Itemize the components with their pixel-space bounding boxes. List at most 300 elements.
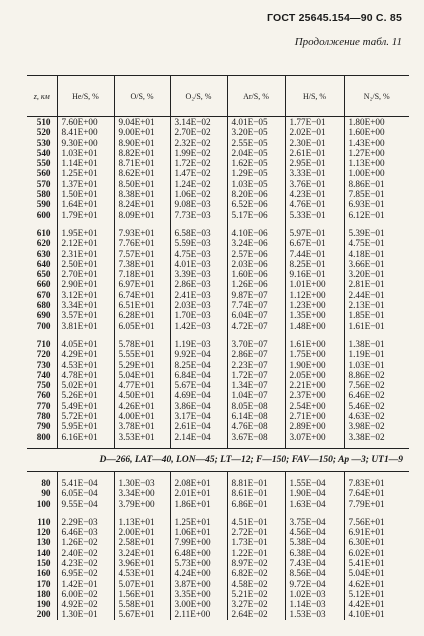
col-o-cell: 1.56E+01 (114, 589, 170, 599)
col-h-cell: 2.95E−01 (285, 158, 344, 168)
col-ar-cell: 4.76E−08 (227, 421, 285, 431)
col-o2-cell: 3.00E+00 (170, 599, 227, 609)
col-o2-cell: 1.19E−03 (170, 339, 227, 349)
col-n2-cell: 1.27E+00 (344, 148, 409, 158)
col-ar-cell: 6.14E−08 (227, 411, 285, 421)
table-row (27, 349, 409, 359)
col-he-cell: 6.05E−04 (57, 488, 114, 498)
col-altitude-cell: 160 (36, 568, 51, 579)
table-row (27, 370, 409, 380)
col-he-cell: 1.14E+01 (57, 158, 114, 168)
col-altitude-cell: 540 (36, 147, 51, 158)
col-o-cell: 4.50E+01 (114, 390, 170, 400)
table-row (27, 158, 409, 168)
col-he-cell: 2.31E+01 (57, 249, 114, 259)
col-he-cell: 1.95E+01 (57, 228, 114, 238)
col-h-cell: 7.44E−01 (285, 249, 344, 259)
col-he-cell: 4.29E+01 (57, 349, 114, 359)
col-he-cell: 1.26E−02 (57, 537, 114, 547)
col-ar-cell: 1.22E−01 (227, 548, 285, 558)
col-he-cell: 5.02E+01 (57, 380, 114, 390)
col-altitude-cell: 560 (36, 168, 51, 179)
col-altitude-cell: 100 (36, 498, 51, 509)
col-ar-cell: 1.03E−05 (227, 179, 285, 189)
col-ar-cell: 3.24E−06 (227, 238, 285, 248)
col-he-cell: 6.95E−02 (57, 568, 114, 578)
col-o2-header: O₂/S, % (170, 76, 227, 117)
col-n2-cell: 7.56E+01 (344, 517, 409, 527)
col-o2-cell: 3.86E−04 (170, 401, 227, 411)
col-n2-cell: 3.38E−02 (344, 432, 409, 442)
col-ar-cell: 3.70E−07 (227, 339, 285, 349)
col-ar-cell: 2.03E−06 (227, 259, 285, 269)
table-header-row (27, 76, 409, 117)
col-o2-cell: 1.99E−02 (170, 148, 227, 158)
col-n2-cell: 5.46E−02 (344, 401, 409, 411)
col-n2-cell: 8.86E−02 (344, 370, 409, 380)
col-altitude-cell: 140 (36, 547, 51, 558)
spacer-row (27, 509, 409, 517)
col-h-cell: 1.63E−04 (285, 499, 344, 509)
col-o-cell: 6.97E+01 (114, 279, 170, 289)
col-altitude-cell: 150 (36, 557, 51, 568)
col-ar-cell: 2.04E−05 (227, 148, 285, 158)
col-altitude-cell: 120 (36, 527, 51, 538)
col-he-cell: 1.25E+01 (57, 168, 114, 178)
col-ar-cell: 9.87E−07 (227, 290, 285, 300)
col-ar-cell: 4.10E−06 (227, 228, 285, 238)
col-ar-cell: 1.73E−01 (227, 537, 285, 547)
col-altitude-cell: 640 (36, 258, 51, 269)
col-ar-cell: 4.01E−05 (227, 117, 285, 128)
col-o-cell: 9.00E+01 (114, 127, 170, 137)
col-o-cell: 7.57E+01 (114, 249, 170, 259)
table-row (27, 380, 409, 390)
col-n2-cell: 6.91E+01 (344, 527, 409, 537)
col-o2-cell: 5.59E−03 (170, 238, 227, 248)
col-n2-cell: 7.64E+01 (344, 488, 409, 498)
col-o-cell: 5.29E+01 (114, 360, 170, 370)
col-he-cell: 1.30E−01 (57, 609, 114, 619)
col-he-cell: 4.23E−02 (57, 558, 114, 568)
col-n2-cell: 2.44E−01 (344, 290, 409, 300)
col-altitude-cell: 700 (36, 320, 51, 331)
col-o-cell: 5.07E+01 (114, 579, 170, 589)
col-he-cell: 5.41E−04 (57, 478, 114, 488)
col-altitude-cell: 520 (36, 127, 51, 138)
table-row (27, 148, 409, 158)
col-o2-cell: 2.03E−03 (170, 300, 227, 310)
col-o-cell: 3.78E+01 (114, 421, 170, 431)
col-o-cell: 4.00E+01 (114, 411, 170, 421)
table-row (27, 478, 409, 488)
table-row (27, 527, 409, 537)
col-altitude-cell: 610 (36, 227, 51, 238)
col-ar-header: Ar/S, % (227, 76, 285, 117)
col-o-cell: 5.67E+01 (114, 609, 170, 619)
col-o-cell: 6.74E+01 (114, 290, 170, 300)
col-h-cell: 6.38E−04 (285, 548, 344, 558)
col-he-cell: 4.53E+01 (57, 360, 114, 370)
table-row (27, 360, 409, 370)
table-row (27, 537, 409, 547)
col-h-header: H/S, % (285, 76, 344, 117)
col-n2-cell: 1.00E+00 (344, 168, 409, 178)
col-n2-cell: 4.10E+01 (344, 609, 409, 619)
col-h-cell: 9.72E−04 (285, 579, 344, 589)
col-he-cell: 2.50E+01 (57, 259, 114, 269)
table-row (27, 411, 409, 421)
model-conditions: D—266, LAT—40, LON—45; LT—12; F—150; FAV—150; Ap —3; UT1—9 (27, 448, 409, 471)
col-n2-cell: 1.60E+00 (344, 127, 409, 137)
col-he-cell: 2.12E+01 (57, 238, 114, 248)
col-ar-cell: 1.26E−06 (227, 279, 285, 289)
col-o2-cell: 7.73E−03 (170, 210, 227, 220)
col-h-cell: 1.90E−04 (285, 488, 344, 498)
table-row (27, 168, 409, 178)
col-n2-cell: 7.56E−02 (344, 380, 409, 390)
col-n2-cell: 2.81E−01 (344, 279, 409, 289)
col-ar-cell: 3.27E−02 (227, 599, 285, 609)
table-row (27, 290, 409, 300)
table-row (27, 321, 409, 331)
col-o2-cell: 1.42E−03 (170, 321, 227, 331)
table-row (27, 199, 409, 209)
col-altitude-cell: 620 (36, 238, 51, 249)
col-ar-cell: 1.29E−05 (227, 168, 285, 178)
col-he-cell: 3.34E+01 (57, 300, 114, 310)
col-altitude-cell: 600 (36, 209, 51, 220)
col-n2-cell: 2.13E−01 (344, 300, 409, 310)
col-ar-cell: 2.23E−07 (227, 360, 285, 370)
col-ar-cell: 1.72E−07 (227, 370, 285, 380)
col-o-cell: 3.79E+00 (114, 499, 170, 509)
col-h-cell: 4.56E−04 (285, 527, 344, 537)
col-altitude-cell: 780 (36, 411, 51, 422)
table-row (27, 499, 409, 509)
col-n2-cell: 4.18E−01 (344, 249, 409, 259)
col-o-cell: 8.62E+01 (114, 168, 170, 178)
col-n2-cell: 6.93E−01 (344, 199, 409, 209)
col-altitude-cell: 570 (36, 178, 51, 189)
col-o-cell: 7.93E+01 (114, 228, 170, 238)
col-h-cell: 2.61E−01 (285, 148, 344, 158)
col-o-cell: 8.90E+01 (114, 138, 170, 148)
col-h-cell: 1.35E+00 (285, 310, 344, 320)
col-o-cell: 8.24E+01 (114, 199, 170, 209)
col-ar-cell: 4.51E−01 (227, 517, 285, 527)
col-ar-cell: 5.17E−06 (227, 210, 285, 220)
col-h-cell: 5.33E−01 (285, 210, 344, 220)
col-he-cell: 5.72E+01 (57, 411, 114, 421)
col-o-cell: 4.77E+01 (114, 380, 170, 390)
col-h-cell: 9.16E−01 (285, 269, 344, 279)
col-o2-cell: 1.86E+01 (170, 499, 227, 509)
col-ar-cell: 2.72E−01 (227, 527, 285, 537)
col-altitude-cell: 170 (36, 578, 51, 589)
col-o-cell: 3.96E+01 (114, 558, 170, 568)
col-ar-cell: 6.52E−06 (227, 199, 285, 209)
col-o-cell: 4.53E+01 (114, 568, 170, 578)
table-row (27, 259, 409, 269)
col-n2-cell: 4.75E−01 (344, 238, 409, 248)
conditions-row (27, 448, 409, 471)
col-he-cell: 5.95E+01 (57, 421, 114, 431)
col-o-cell: 5.04E+01 (114, 370, 170, 380)
col-ar-cell: 2.86E−07 (227, 349, 285, 359)
table-row (27, 310, 409, 320)
col-h-cell: 2.71E+00 (285, 411, 344, 421)
col-he-cell: 3.81E+01 (57, 321, 114, 331)
col-o2-cell: 2.86E−03 (170, 279, 227, 289)
col-h-cell: 1.02E−03 (285, 589, 344, 599)
col-n2-cell: 1.38E−01 (344, 339, 409, 349)
table-row (27, 568, 409, 578)
col-o-cell: 7.18E+01 (114, 269, 170, 279)
col-n2-cell: 6.02E+01 (344, 548, 409, 558)
col-altitude-cell: 800 (36, 431, 51, 442)
col-ar-cell: 8.05E−08 (227, 401, 285, 411)
spacer-row (27, 331, 409, 339)
col-ar-cell: 2.64E−02 (227, 609, 285, 619)
col-h-cell: 1.48E+00 (285, 321, 344, 331)
col-he-cell: 1.50E+01 (57, 189, 114, 199)
col-altitude-cell: 680 (36, 300, 51, 311)
col-h-cell: 4.23E−01 (285, 189, 344, 199)
col-n2-cell: 1.43E+00 (344, 138, 409, 148)
table-row (27, 210, 409, 220)
col-n2-cell: 1.13E+00 (344, 158, 409, 168)
col-n2-cell: 3.66E−01 (344, 259, 409, 269)
col-h-cell: 1.90E+00 (285, 360, 344, 370)
col-he-cell: 7.60E+00 (57, 117, 114, 128)
col-he-cell: 4.05E+01 (57, 339, 114, 349)
col-o-cell: 6.51E+01 (114, 300, 170, 310)
col-h-cell: 3.75E−04 (285, 517, 344, 527)
col-altitude-cell: 80 (41, 477, 51, 488)
col-o-cell: 8.71E+01 (114, 158, 170, 168)
col-n2-cell: 3.98E−02 (344, 421, 409, 431)
col-altitude-cell: 590 (36, 199, 51, 210)
col-o-cell: 8.09E+01 (114, 210, 170, 220)
table-row (27, 339, 409, 349)
col-n2-cell: 7.85E−01 (344, 189, 409, 199)
col-ar-cell: 8.61E−01 (227, 488, 285, 498)
col-ar-cell: 4.72E−07 (227, 321, 285, 331)
col-n2-cell: 1.85E−01 (344, 310, 409, 320)
col-h-cell: 2.89E+00 (285, 421, 344, 431)
col-h-cell: 1.55E−04 (285, 478, 344, 488)
col-he-cell: 5.49E+01 (57, 401, 114, 411)
col-he-cell: 6.00E−02 (57, 589, 114, 599)
col-o-header: O/S, % (114, 76, 170, 117)
col-o-cell: 2.58E+01 (114, 537, 170, 547)
col-altitude-cell: 770 (36, 400, 51, 411)
col-o2-cell: 4.75E−03 (170, 249, 227, 259)
col-o-cell: 3.53E+01 (114, 432, 170, 442)
col-o2-cell: 1.06E−02 (170, 189, 227, 199)
col-o2-cell: 1.24E−02 (170, 179, 227, 189)
col-ar-cell: 2.55E−05 (227, 138, 285, 148)
col-o-cell: 8.82E+01 (114, 148, 170, 158)
table-row (27, 401, 409, 411)
col-o2-cell: 6.58E−03 (170, 228, 227, 238)
col-he-cell: 3.12E+01 (57, 290, 114, 300)
col-o-cell: 3.34E+00 (114, 488, 170, 498)
col-altitude-cell: 710 (36, 338, 51, 349)
col-o2-cell: 2.11E+00 (170, 609, 227, 619)
col-ar-cell: 6.86E−01 (227, 499, 285, 509)
col-h-cell: 5.97E−01 (285, 228, 344, 238)
table-row (27, 589, 409, 599)
table-row (27, 138, 409, 148)
col-altitude-header: z, км (27, 76, 57, 117)
col-o-cell: 9.04E+01 (114, 117, 170, 128)
table-row (27, 238, 409, 248)
col-he-cell: 6.16E+01 (57, 432, 114, 442)
table-continuation-caption: Продолжение табл. 11 (294, 36, 402, 48)
col-he-cell: 1.79E+01 (57, 210, 114, 220)
col-o2-cell: 4.69E−04 (170, 390, 227, 400)
col-o-cell: 6.28E+01 (114, 310, 170, 320)
table-row (27, 488, 409, 498)
col-n2-cell: 5.04E+01 (344, 568, 409, 578)
table-row (27, 117, 409, 128)
col-ar-cell: 8.97E−02 (227, 558, 285, 568)
col-ar-cell: 1.60E−06 (227, 269, 285, 279)
table-row (27, 609, 409, 619)
col-o2-cell: 8.25E−04 (170, 360, 227, 370)
col-o2-cell: 5.73E+00 (170, 558, 227, 568)
col-o-cell: 7.38E+01 (114, 259, 170, 269)
table-row (27, 300, 409, 310)
col-n2-cell: 4.62E+01 (344, 579, 409, 589)
col-h-cell: 1.01E+00 (285, 279, 344, 289)
col-o2-cell: 2.70E−02 (170, 127, 227, 137)
col-altitude-cell: 760 (36, 390, 51, 401)
col-n2-cell: 8.86E−01 (344, 179, 409, 189)
col-o2-cell: 4.24E+00 (170, 568, 227, 578)
col-he-cell: 1.37E+01 (57, 179, 114, 189)
col-altitude-cell: 690 (36, 310, 51, 321)
col-n2-cell: 4.63E−02 (344, 411, 409, 421)
col-o2-cell: 1.70E−03 (170, 310, 227, 320)
col-he-cell: 1.64E+01 (57, 199, 114, 209)
col-n2-cell: 5.41E+01 (344, 558, 409, 568)
col-he-cell: 9.30E+00 (57, 138, 114, 148)
col-altitude-cell: 510 (36, 117, 51, 127)
col-o2-cell: 3.39E−03 (170, 269, 227, 279)
col-h-cell: 3.76E−01 (285, 179, 344, 189)
col-o-cell: 5.58E+01 (114, 599, 170, 609)
col-o-cell: 1.13E+01 (114, 517, 170, 527)
col-n2-header: N₂/S, % (344, 76, 409, 117)
col-altitude-cell: 580 (36, 189, 51, 200)
col-h-cell: 3.07E+00 (285, 432, 344, 442)
col-o-cell: 5.78E+01 (114, 339, 170, 349)
col-ar-cell: 4.58E−02 (227, 579, 285, 589)
col-he-header: He/S, % (57, 76, 114, 117)
col-h-cell: 2.54E+00 (285, 401, 344, 411)
col-he-cell: 4.92E−02 (57, 599, 114, 609)
col-n2-cell: 6.46E−02 (344, 390, 409, 400)
col-o-cell: 8.50E+01 (114, 179, 170, 189)
col-o2-cell: 2.41E−03 (170, 290, 227, 300)
col-altitude-cell: 130 (36, 537, 51, 548)
col-n2-cell: 1.61E−01 (344, 321, 409, 331)
col-o-cell: 8.38E+01 (114, 189, 170, 199)
col-ar-cell: 1.34E−07 (227, 380, 285, 390)
col-h-cell: 1.23E+00 (285, 300, 344, 310)
col-he-cell: 4.78E+01 (57, 370, 114, 380)
col-o2-cell: 2.01E+01 (170, 488, 227, 498)
col-o2-cell: 3.14E−02 (170, 117, 227, 128)
col-o2-cell: 1.72E−02 (170, 158, 227, 168)
col-h-cell: 3.33E−01 (285, 168, 344, 178)
table-row (27, 279, 409, 289)
col-o2-cell: 2.32E−02 (170, 138, 227, 148)
col-ar-cell: 6.82E−02 (227, 568, 285, 578)
col-o-cell: 4.26E+01 (114, 401, 170, 411)
col-o2-cell: 1.25E+01 (170, 517, 227, 527)
col-ar-cell: 3.20E−05 (227, 127, 285, 137)
col-h-cell: 6.67E−01 (285, 238, 344, 248)
col-n2-cell: 4.42E+01 (344, 599, 409, 609)
col-he-cell: 3.57E+01 (57, 310, 114, 320)
col-altitude-cell: 720 (36, 349, 51, 360)
col-n2-cell: 7.79E+01 (344, 499, 409, 509)
col-h-cell: 1.14E−03 (285, 599, 344, 609)
col-h-cell: 1.77E−01 (285, 117, 344, 128)
col-altitude-cell: 730 (36, 359, 51, 370)
col-altitude-cell: 750 (36, 380, 51, 391)
col-he-cell: 2.29E−03 (57, 517, 114, 527)
col-he-cell: 5.26E+01 (57, 390, 114, 400)
col-h-cell: 5.38E−04 (285, 537, 344, 547)
col-h-cell: 4.76E−01 (285, 199, 344, 209)
table-row (27, 390, 409, 400)
col-altitude-cell: 550 (36, 158, 51, 169)
col-o2-cell: 6.84E−04 (170, 370, 227, 380)
col-he-cell: 1.03E+01 (57, 148, 114, 158)
col-altitude-cell: 180 (36, 588, 51, 599)
col-o-cell: 6.05E+01 (114, 321, 170, 331)
col-n2-cell: 6.30E+01 (344, 537, 409, 547)
col-h-cell: 2.02E−01 (285, 127, 344, 137)
col-altitude-cell: 110 (37, 516, 51, 527)
col-altitude-cell: 660 (36, 279, 51, 290)
col-o2-cell: 9.08E−03 (170, 199, 227, 209)
col-o-cell: 3.24E+01 (114, 548, 170, 558)
col-ar-cell: 1.62E−05 (227, 158, 285, 168)
col-o2-cell: 2.08E+01 (170, 478, 227, 488)
col-ar-cell: 8.20E−06 (227, 189, 285, 199)
col-o-cell: 7.76E+01 (114, 238, 170, 248)
col-n2-cell: 7.83E+01 (344, 478, 409, 488)
col-n2-cell: 6.12E−01 (344, 210, 409, 220)
col-o2-cell: 3.87E+00 (170, 579, 227, 589)
col-h-cell: 1.12E+00 (285, 290, 344, 300)
col-o-cell: 1.30E−03 (114, 478, 170, 488)
col-he-cell: 8.41E+00 (57, 127, 114, 137)
col-altitude-cell: 90 (41, 488, 51, 499)
col-altitude-cell: 530 (36, 137, 51, 148)
col-o2-cell: 1.47E−02 (170, 168, 227, 178)
col-n2-cell: 5.12E+01 (344, 589, 409, 599)
col-o2-cell: 2.14E−04 (170, 432, 227, 442)
col-n2-cell: 1.03E−01 (344, 360, 409, 370)
table-row (27, 558, 409, 568)
